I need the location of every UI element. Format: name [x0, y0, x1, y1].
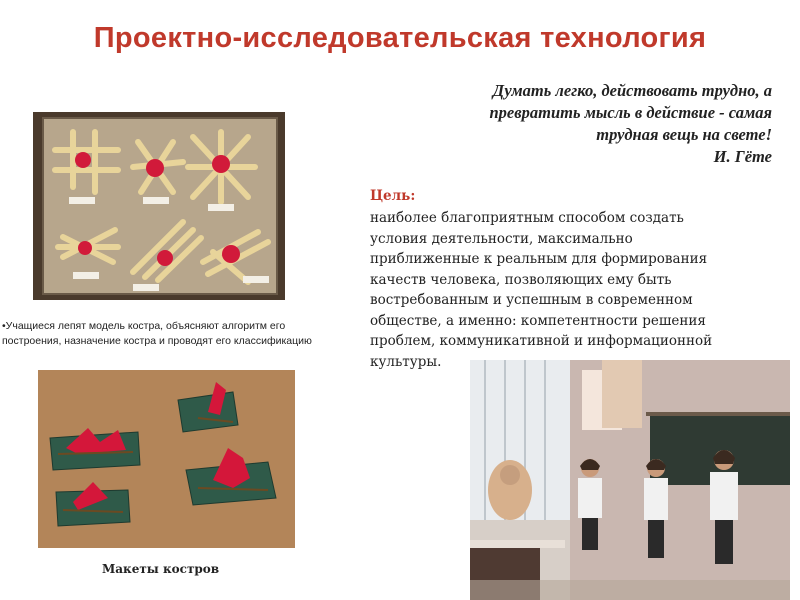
goal-line: наиболее благоприятным способом создать	[370, 210, 684, 226]
photo-fire-models	[38, 370, 295, 548]
goal-line: культуры.	[370, 353, 442, 370]
goethe-quote	[412, 80, 772, 168]
goal-text	[370, 208, 765, 372]
quote-line: трудная вещь на свете!	[596, 125, 772, 144]
goal-line: востребованным и успешным в современном	[370, 292, 693, 308]
fire-models-caption: Макеты костров	[102, 562, 220, 576]
goal-line: приближенные к реальным для формирования	[370, 251, 708, 267]
photo-fires-board	[33, 112, 285, 300]
photo-classroom	[470, 360, 790, 600]
goal-line: проблем, коммуникативной и информационной	[370, 333, 713, 349]
quote-line: превратить мысль в действие - самая	[489, 103, 772, 122]
students-caption	[2, 319, 362, 349]
quote-author: И. Гёте	[713, 147, 772, 166]
quote-line: Думать легко, действовать трудно, а	[492, 81, 772, 100]
caption-line: •Учащиеся лепят модель костра, объясняют алгоритм его	[2, 320, 286, 332]
goal-line: условия деятельности, максимально	[370, 230, 633, 247]
goal-heading: Цель:	[370, 188, 416, 204]
caption-line: построения, назначение костра и проводят его классификацию	[2, 335, 312, 347]
slide-title: Проектно-исследовательская технология	[93, 22, 707, 54]
goal-line: обществе, а именно: компетентности решения	[370, 312, 706, 329]
goal-line: качеств человека, позволяющих ему быть	[370, 271, 672, 288]
